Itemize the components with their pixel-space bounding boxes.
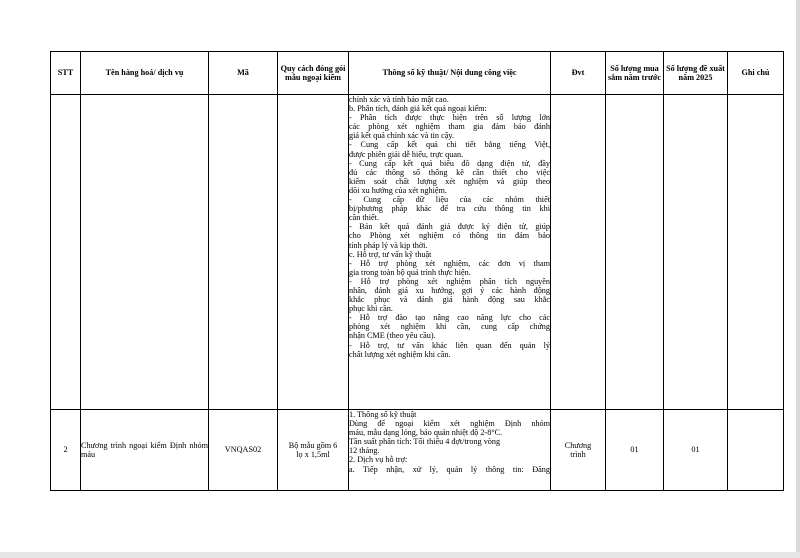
header-packaging: Quy cách đóng gói mẫu ngoại kiểm (278, 52, 349, 95)
cell-stt: 2 (51, 410, 81, 491)
spec-line: - Phân tích được thực hiện trên số lượng lớn (349, 113, 550, 123)
cell-specification (349, 410, 551, 491)
cell-code: VNQAS02 (209, 410, 278, 491)
header-code: Mã (209, 52, 278, 95)
spec-line: phục khi cần. (349, 304, 393, 314)
cell-quantity-proposed (664, 95, 728, 410)
procurement-table (50, 51, 784, 491)
cell-notes (728, 95, 784, 410)
spec-line: bị/phương pháp khác để tra cứu thông tin khi (349, 204, 550, 214)
spec-line: a. Tiếp nhận, xử lý, quản lý thông tin: Đăng (349, 464, 550, 474)
cell-packaging: Bộ mẫu gồm 6 lọ x 1,5ml (278, 410, 349, 491)
spec-line: chất lượng xét nghiệm khi cần. (349, 349, 451, 359)
spec-line: khắc phục và đánh giá hành động sau khắc (349, 295, 550, 305)
spec-line: tính pháp lý và kịp thời. (349, 240, 428, 250)
spec-line: - Hỗ trợ phòng xét nghiệm phân tích nguyên (349, 276, 550, 286)
cell-unit (551, 95, 606, 410)
spec-line: cho Phòng xét nghiệm có thông tin đảm bảo (349, 231, 550, 241)
spec-line: - Hỗ trợ, tư vấn khác liên quan đến quản lý (349, 340, 550, 350)
header-stt: STT (51, 52, 81, 95)
page-bottom-shadow (0, 552, 800, 558)
cell-quantity-last-year (606, 95, 664, 410)
spec-line: gia trong toàn bộ quá trình thực hiện. (349, 267, 471, 277)
cell-code (209, 95, 278, 410)
header-item-name: Tên hàng hoá/ dịch vụ (81, 52, 209, 95)
spec-line: Dùng để ngoại kiểm xét nghiệm Định nhóm (349, 419, 550, 429)
header-quantity-proposed: Số lượng đề xuất năm 2025 (664, 52, 728, 95)
page-edge-shadow (796, 0, 800, 558)
header-unit: Đvt (551, 52, 606, 95)
table-row (51, 410, 784, 491)
spec-line: b. Phân tích, đánh giá kết quả ngoại kiểm: (349, 104, 487, 114)
spec-line: các phòng xét nghiệm tham gia đảm bảo đánh (349, 122, 550, 132)
cell-specification (349, 95, 551, 410)
spec-line: cần thiết. (349, 213, 380, 223)
spec-line: giá kết quả chính xác và tin cậy. (349, 131, 454, 141)
spec-line: Tần suất phân tích: Tối thiểu 4 đợt/trong vòng (349, 437, 501, 447)
spec-line: nhận CME (theo yêu cầu). (349, 331, 436, 341)
spec-line: 12 tháng. (349, 446, 380, 456)
spec-line: được phiên giải dễ hiểu, trực quan. (349, 149, 464, 159)
spec-line: - Cung cấp kết quả biểu đồ dạng điện tử, đầy (349, 158, 550, 168)
spec-line: máu, mẫu dạng lỏng, bảo quản nhiệt độ 2-8°C. (349, 428, 503, 438)
spec-line: 1. Thông số kỹ thuật (349, 410, 417, 419)
cell-stt (51, 95, 81, 410)
spec-line: - Hỗ trợ đào tạo nâng cao năng lực cho các (349, 313, 550, 323)
spec-line: phòng xét nghiệm khi cần, cung cấp chứng (349, 322, 550, 332)
cell-notes (728, 410, 784, 491)
cell-quantity-proposed: 01 (664, 410, 728, 491)
table-row (51, 95, 784, 410)
header-specification: Thông số kỹ thuật/ Nội dung công việc (349, 52, 551, 95)
spec-line: kiểm soát chất lượng xét nghiệm và giúp theo (349, 176, 550, 186)
spec-line: 2. Dịch vụ hỗ trợ: (349, 455, 408, 465)
header-quantity-last-year: Số lượng mua sắm năm trước (606, 52, 664, 95)
spec-line: - Bản kết quả đánh giá được ký điện tử, giúp (349, 222, 550, 232)
cell-packaging (278, 95, 349, 410)
spec-line: nhân, đánh giá xu hướng, gợi ý các hành động (349, 285, 550, 295)
cell-item-name (81, 95, 209, 410)
spec-line: c. Hỗ trợ, tư vấn kỹ thuật (349, 249, 432, 259)
spec-line: - Cung cấp dữ liệu của các nhóm thiết (349, 195, 550, 205)
spec-line: - Cung cấp kết quả chi tiết bằng tiếng Việt, (349, 140, 550, 150)
cell-unit: Chương trình (551, 410, 606, 491)
cell-item-name: Chương trình ngoại kiểm Định nhóm máu (81, 410, 209, 491)
cell-quantity-last-year: 01 (606, 410, 664, 491)
spec-line: - Hỗ trợ phòng xét nghiệm, các đơn vị tham (349, 258, 550, 268)
header-notes: Ghi chú (728, 52, 784, 95)
spec-line: dõi xu hướng của xét nghiệm. (349, 185, 447, 195)
spec-line: đủ các thông số thống kê cần thiết cho việc (349, 167, 550, 177)
spec-line: chính xác và tính bảo mật cao. (349, 95, 449, 104)
header-row (51, 52, 784, 95)
